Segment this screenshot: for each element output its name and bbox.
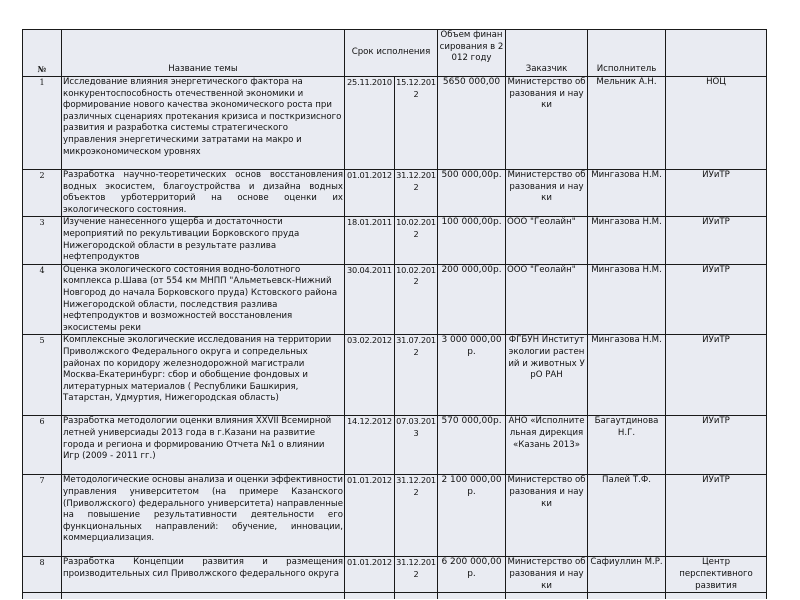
customer: Министерство образования и науки <box>506 170 588 217</box>
department: ИУиТР <box>666 475 767 557</box>
table-row <box>23 170 767 217</box>
start-date: 01.01.2012 <box>345 557 395 593</box>
customer: Министерство образования и науки <box>506 77 588 170</box>
executor: Мингазова Н.М. <box>588 335 666 416</box>
customer: АНО «Исполнительная дирекция «Казань 2013» <box>506 416 588 475</box>
customer: Министерство образования и науки <box>506 557 588 593</box>
customer: ООО "Геолайн" <box>506 264 588 335</box>
executor: Мельник А.Н. <box>588 77 666 170</box>
executor: Мингазова Н.М. <box>588 170 666 217</box>
total-cell <box>62 593 345 600</box>
table-row <box>23 335 767 416</box>
table-row <box>23 475 767 557</box>
department: Центр перспективного развития <box>666 557 767 593</box>
start-date: 03.02.2012 <box>345 335 395 416</box>
row-number: 7 <box>23 475 62 557</box>
header-customer: Заказчик <box>506 30 588 77</box>
project-title: Оценка экологического состояния водно-болотного комплекса р.Шава (от 554 км МНПП "Альметьевск-Нижний Новгород до начала Борковского пруда) Кстовского района Нижегородской области, последствия разлива нефтепродуктов и возможностей восстановления экосистемы реки <box>62 264 345 335</box>
department: ИУиТР <box>666 264 767 335</box>
executor: Мингазова Н.М. <box>588 264 666 335</box>
header-row <box>23 30 767 77</box>
header-num: № <box>23 30 62 77</box>
customer: ООО "Геолайн" <box>506 217 588 264</box>
research-projects-table <box>22 29 767 599</box>
table-row <box>23 77 767 170</box>
start-date: 30.04.2011 <box>345 264 395 335</box>
total-cell <box>23 593 62 600</box>
funding-amount: 570 000,00р. <box>438 416 506 475</box>
department: ИУиТР <box>666 170 767 217</box>
start-date: 25.11.2010 <box>345 77 395 170</box>
funding-amount: 5650 000,00 <box>438 77 506 170</box>
table-row <box>23 416 767 475</box>
row-number: 5 <box>23 335 62 416</box>
project-title: Разработка методологии оценки влияния XXVII Всемирной летней универсиады 2013 года в г.Казани на развитие города и региона и формированию Отчета №1 о влиянии Игр (2009 - 2011 гг.) <box>62 416 345 475</box>
total-cell <box>438 593 506 600</box>
start-date: 01.01.2012 <box>345 170 395 217</box>
start-date: 14.12.2012 <box>345 416 395 475</box>
row-number: 2 <box>23 170 62 217</box>
row-number: 8 <box>23 557 62 593</box>
header-executor: Исполнитель <box>588 30 666 77</box>
total-cell <box>666 593 767 600</box>
executor: Мингазова Н.М. <box>588 217 666 264</box>
end-date: 31.12.2012 <box>395 170 438 217</box>
end-date: 31.12.2012 <box>395 475 438 557</box>
end-date: 31.12.2012 <box>395 557 438 593</box>
customer: Министерство образования и науки <box>506 475 588 557</box>
funding-amount: 2 100 000,00р. <box>438 475 506 557</box>
department: ИУиТР <box>666 335 767 416</box>
row-number: 3 <box>23 217 62 264</box>
table-row <box>23 264 767 335</box>
row-number: 4 <box>23 264 62 335</box>
executor: Сафиуллин М.Р. <box>588 557 666 593</box>
total-row <box>23 593 767 600</box>
start-date: 01.01.2012 <box>345 475 395 557</box>
total-cell <box>345 593 395 600</box>
project-title: Изучение нанесенного ущерба и достаточности мероприятий по рекультивации Борковского пруда Нижегородской области в результате разлива нефтепродуктов <box>62 217 345 264</box>
end-date: 15.12.2012 <box>395 77 438 170</box>
table-row <box>23 217 767 264</box>
total-cell <box>395 593 438 600</box>
department: ИУиТР <box>666 217 767 264</box>
funding-amount: 200 000,00р. <box>438 264 506 335</box>
department: НОЦ <box>666 77 767 170</box>
project-title: Комплексные экологические исследования на территории Приволжского Федерального округа и сопредельных районах по коридору железнодорожной магистрали Москва-Екатеринбург: сбор и обобщение фондовых и литературных материалов ( Республики Башкирия, Татарстан, Удмуртия, Нижегородская область) <box>62 335 345 416</box>
end-date: 31.07.2012 <box>395 335 438 416</box>
total-cell <box>588 593 666 600</box>
customer: ФГБУН Институт экологии растений и животных УрО РАН <box>506 335 588 416</box>
end-date: 10.02.2012 <box>395 264 438 335</box>
funding-amount: 500 000,00р. <box>438 170 506 217</box>
funding-amount: 6 200 000,00р. <box>438 557 506 593</box>
header-title: Название темы <box>62 30 345 77</box>
table-row <box>23 557 767 593</box>
header-deadline: Срок исполнения <box>345 30 438 77</box>
header-unit <box>666 30 767 77</box>
funding-amount: 100 000,00р. <box>438 217 506 264</box>
total-cell <box>506 593 588 600</box>
funding-amount: 3 000 000,00р. <box>438 335 506 416</box>
executor: Багаутдинова Н.Г. <box>588 416 666 475</box>
row-number: 6 <box>23 416 62 475</box>
department: ИУиТР <box>666 416 767 475</box>
end-date: 10.02.2012 <box>395 217 438 264</box>
executor: Палей Т.Ф. <box>588 475 666 557</box>
header-funding: Объем финансирования в 2012 году <box>438 30 506 77</box>
project-title: Исследование влияния энергетического фактора на конкурентоспособность отечественной экономики и формирование нового качества экономического роста при различных сценариях протекания кризиса и посткризисного развития и разработка системы стратегического управления энергетическими затратами на макро и микроэкономическом уровнях <box>62 77 345 170</box>
project-title: Разработка Концепции развития и размещения производительных сил Приволжского федерального округа <box>62 557 345 593</box>
row-number: 1 <box>23 77 62 170</box>
project-title: Методологические основы анализа и оценки эффективности управления университетом (на примере Казанского (Приволжского) федерального университета) направленные на повышение результативности деятельности его функциональных направлений: обучение, инновации, коммерциализация. <box>62 475 345 557</box>
project-title: Разработка научно-теоретических основ восстановления водных экосистем, благоустройства и дизайна водных объектов урботерриторий на основе оценки их экологического состояния. <box>62 170 345 217</box>
start-date: 18.01.2011 <box>345 217 395 264</box>
end-date: 07.03.2013 <box>395 416 438 475</box>
